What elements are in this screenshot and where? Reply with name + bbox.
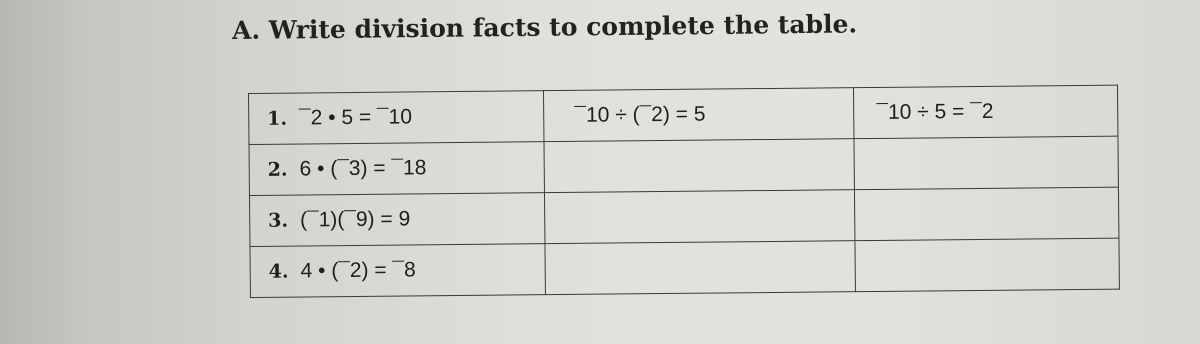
multiplication-fact-cell: [249, 193, 545, 247]
row-number: 3.: [268, 209, 289, 232]
multiplication-fact-cell: [250, 244, 546, 298]
bleed-through-text: [900, 28, 904, 46]
section-title: A. Write division facts to complete the table.: [231, 9, 858, 45]
multiplication-fact: 4 • (¯2) = ¯8: [300, 258, 416, 283]
table-row: [249, 85, 1118, 144]
division-fact-cell[interactable]: [545, 241, 855, 295]
multiplication-fact: ¯2 • 5 = ¯10: [298, 105, 413, 130]
division-facts-table: [248, 85, 1120, 298]
multiplication-fact: 6 • (¯3) = ¯18: [299, 156, 427, 181]
row-number: 4.: [268, 260, 289, 283]
division-fact-cell[interactable]: ¯10 ÷ (¯2) = 5: [544, 88, 854, 142]
table-row: [250, 238, 1119, 297]
division-fact-cell[interactable]: ¯10 ÷ 5 = ¯2: [854, 85, 1118, 139]
division-fact-cell[interactable]: [545, 190, 855, 244]
multiplication-fact: (¯1)(¯9) = 9: [299, 207, 411, 232]
multiplication-fact-cell: [249, 142, 545, 196]
row-number: 1.: [267, 107, 288, 130]
multiplication-fact-cell: [249, 91, 545, 145]
division-fact-cell[interactable]: [544, 139, 854, 193]
table-row: [249, 136, 1118, 195]
division-fact-cell[interactable]: [855, 187, 1119, 241]
division-fact-cell[interactable]: [855, 238, 1119, 292]
row-number: 2.: [267, 158, 288, 181]
table-row: [249, 187, 1118, 246]
division-fact-cell[interactable]: [854, 136, 1118, 190]
